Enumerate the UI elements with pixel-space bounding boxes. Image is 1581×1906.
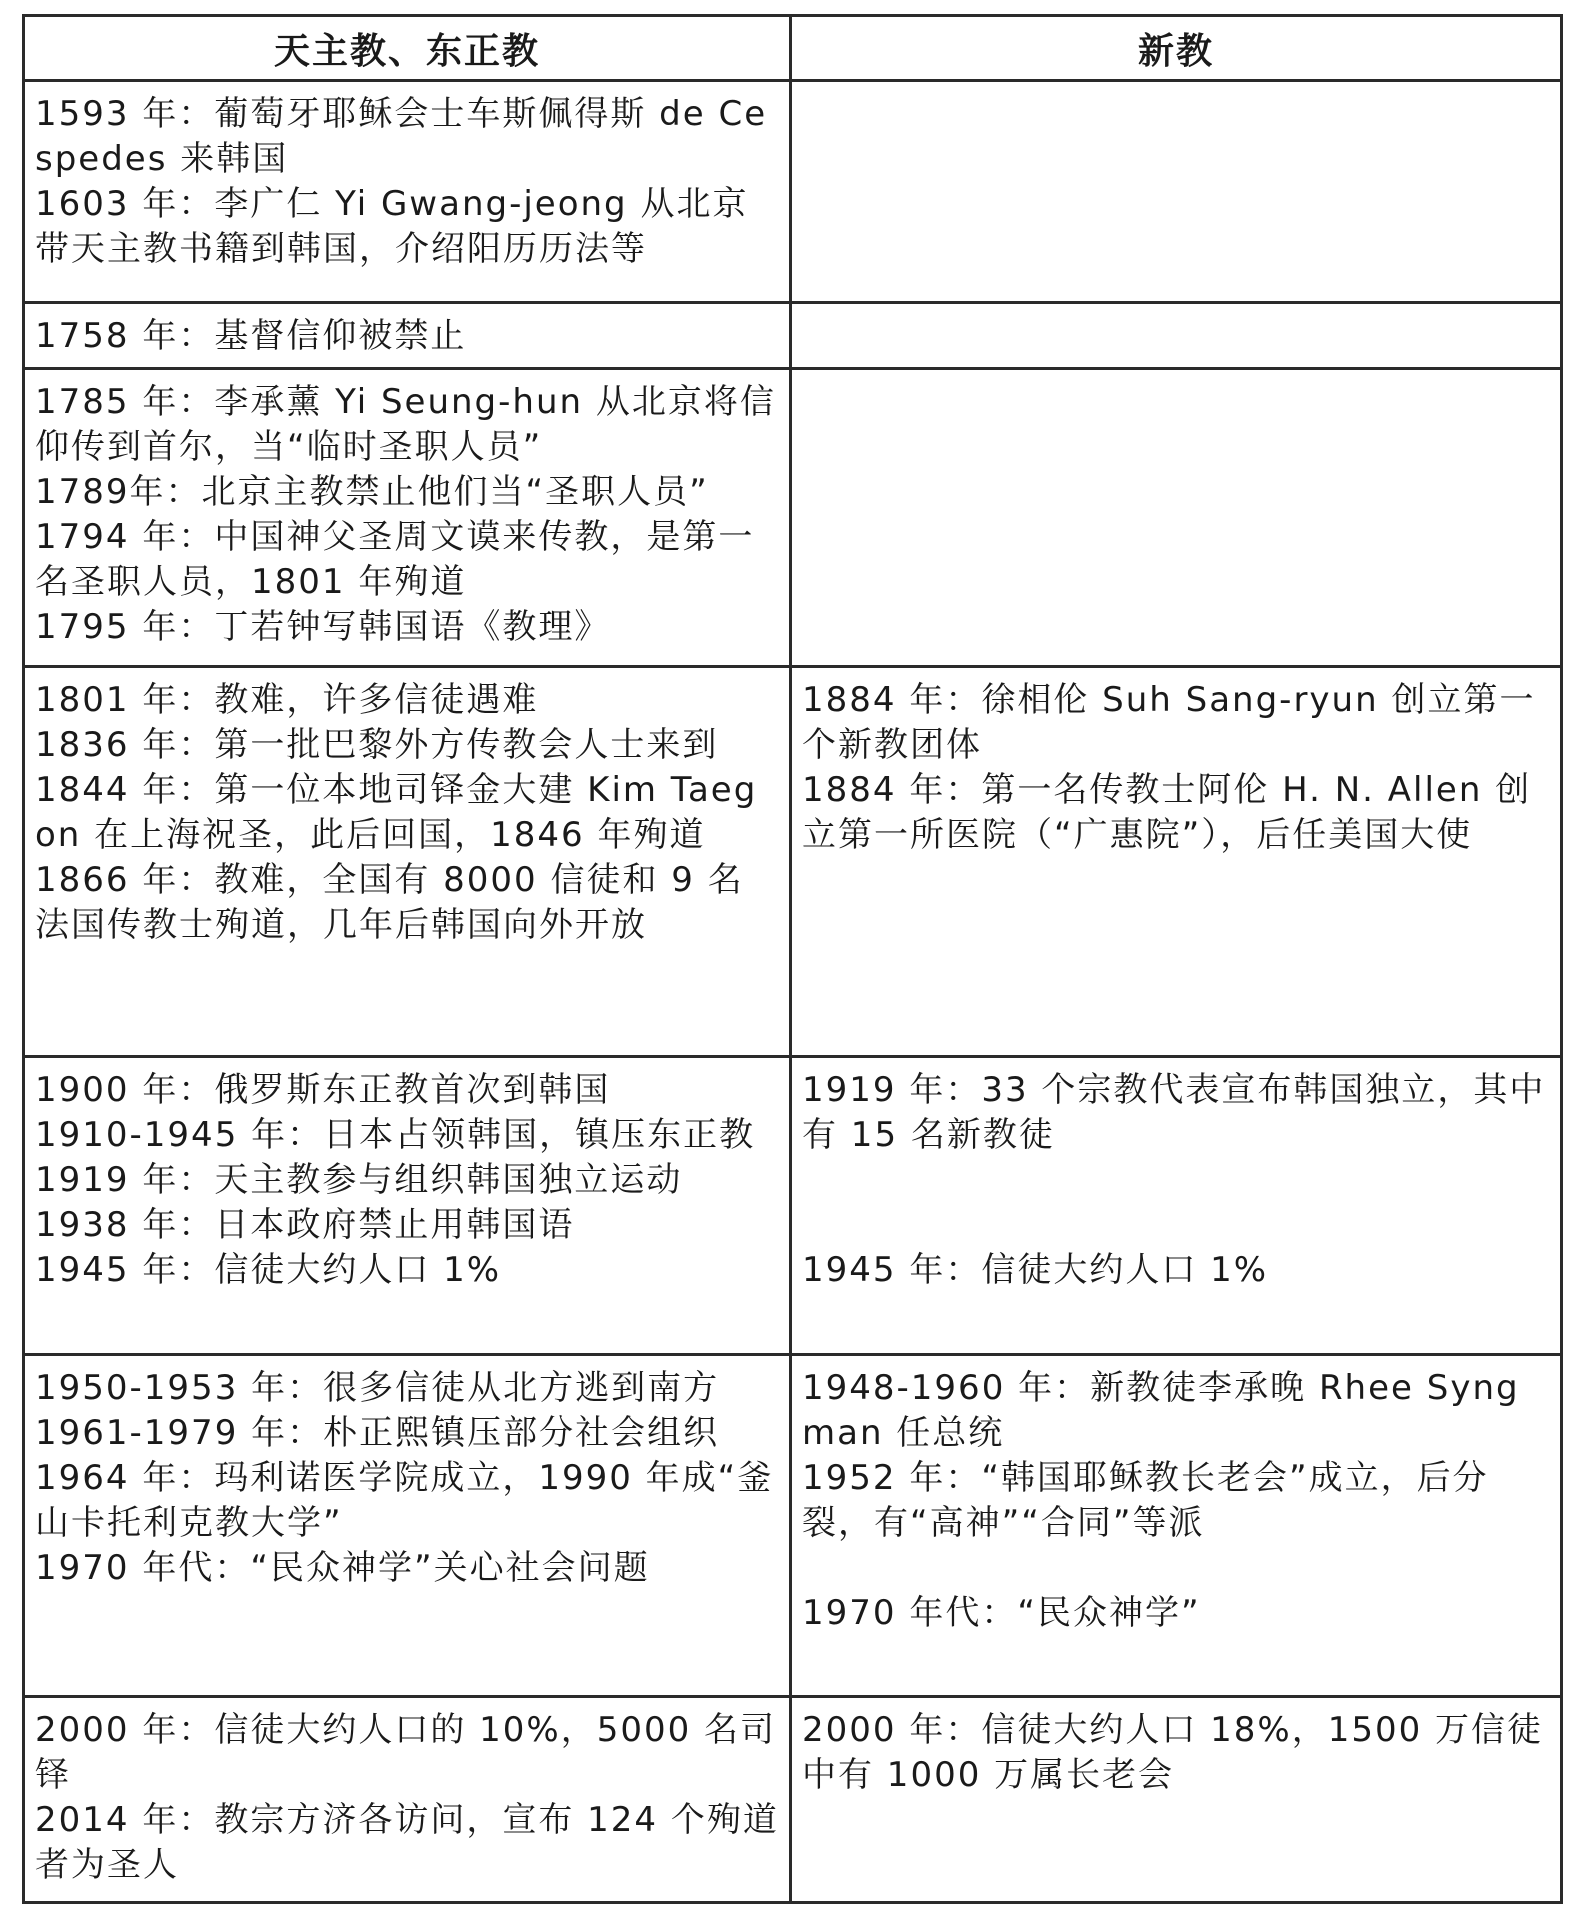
timeline-entry: 1945 年：信徒大约人口 1% <box>35 1250 502 1290</box>
timeline-entry: 1964 年：玛利诺医学院成立，1990 年成“釜山卡托利克教大学” <box>35 1458 774 1543</box>
timeline-entry: 1844 年：第一位本地司铎金大建 Kim Taegon 在上海祝圣，此后回国，1846 年殉道 <box>35 770 758 855</box>
cell-catholic-orthodox <box>24 1697 791 1903</box>
timeline-entry: 1836 年：第一批巴黎外方传教会人士来到 <box>35 725 719 765</box>
timeline-entry: 1884 年：第一名传教士阿伦 H. N. Allen 创立第一所医院（“广惠院”），后任美国大使 <box>802 770 1532 855</box>
cell-catholic-orthodox <box>24 1057 791 1355</box>
timeline-entry: 1758 年：基督信仰被禁止 <box>35 316 467 356</box>
timeline-entry: 1795 年：丁若钟写韩国语《教理》 <box>35 607 611 647</box>
timeline-entry: 1603 年：李广仁 Yi Gwang-jeong 从北京带天主教书籍到韩国，介绍阳历历法等 <box>35 184 749 269</box>
cell-catholic-orthodox <box>24 369 791 667</box>
timeline-entry: 2014 年：教宗方济各访问，宣布 124 个殉道者为圣人 <box>35 1800 779 1885</box>
table-row <box>24 303 1562 369</box>
timeline-entry: 1593 年：葡萄牙耶稣会士车斯佩得斯 de Cespedes 来韩国 <box>35 94 768 179</box>
table-row <box>24 369 1562 667</box>
timeline-entry: 1910-1945 年：日本占领韩国，镇压东正教 <box>35 1115 756 1155</box>
cell-protestant <box>791 369 1562 667</box>
column-header-protestant: 新教 <box>791 16 1562 81</box>
cell-catholic-orthodox <box>24 667 791 1057</box>
timeline-entry: 1950-1953 年：很多信徒从北方逃到南方 <box>35 1368 720 1408</box>
timeline-entry: 1785 年：李承薰 Yi Seung-hun 从北京将信仰传到首尔，当“临时圣职人员” <box>35 382 776 467</box>
timeline-entry: 1952 年：“韩国耶稣教长老会”成立，后分裂，有“高神”“合同”等派 <box>802 1458 1489 1543</box>
timeline-entry: 1789年：北京主教禁止他们当“圣职人员” <box>35 472 709 512</box>
timeline-entry: 1938 年：日本政府禁止用韩国语 <box>35 1205 575 1245</box>
timeline-entry: 1970 年代：“民众神学”关心社会问题 <box>35 1548 650 1588</box>
cell-catholic-orthodox <box>24 303 791 369</box>
cell-protestant <box>791 1697 1562 1903</box>
timeline-entry: 2000 年：信徒大约人口 18%，1500 万信徒中有 1000 万属长老会 <box>802 1710 1544 1795</box>
cell-protestant <box>791 1355 1562 1697</box>
cell-protestant <box>791 667 1562 1057</box>
timeline-entry: 1919 年：33 个宗教代表宣布韩国独立，其中有 15 名新教徒 <box>802 1070 1546 1155</box>
timeline-entry: 1948-1960 年：新教徒李承晚 Rhee Syngman 任总统 <box>802 1368 1520 1453</box>
timeline-entry: 1900 年：俄罗斯东正教首次到韩国 <box>35 1070 611 1110</box>
column-header-catholic-orthodox: 天主教、东正教 <box>24 16 791 81</box>
cell-catholic-orthodox <box>24 1355 791 1697</box>
cell-protestant <box>791 1057 1562 1355</box>
timeline-entry: 1794 年：中国神父圣周文谟来传教，是第一名圣职人员，1801 年殉道 <box>35 517 755 602</box>
table-row <box>24 1697 1562 1903</box>
timeline-entry: 1884 年：徐相伦 Suh Sang-ryun 创立第一个新教团体 <box>802 680 1536 765</box>
blank-line <box>802 1158 1550 1203</box>
timeline-entry: 1961-1979 年：朴正熙镇压部分社会组织 <box>35 1413 720 1453</box>
blank-line <box>802 1203 1550 1248</box>
timeline-entry: 2000 年：信徒大约人口的 10%，5000 名司铎 <box>35 1710 777 1795</box>
table-row <box>24 1355 1562 1697</box>
table-header-row <box>24 16 1562 81</box>
cell-protestant <box>791 81 1562 303</box>
table-row <box>24 81 1562 303</box>
blank-line <box>802 1546 1550 1591</box>
timeline-entry: 1970 年代：“民众神学” <box>802 1593 1201 1633</box>
timeline-entry: 1866 年：教难，全国有 8000 信徒和 9 名法国传教士殉道，几年后韩国向外开放 <box>35 860 744 945</box>
timeline-entry: 1801 年：教难，许多信徒遇难 <box>35 680 539 720</box>
timeline-entry: 1945 年：信徒大约人口 1% <box>802 1250 1269 1290</box>
cell-protestant <box>791 303 1562 369</box>
timeline-table <box>22 14 1563 1904</box>
cell-catholic-orthodox <box>24 81 791 303</box>
timeline-entry: 1919 年：天主教参与组织韩国独立运动 <box>35 1160 683 1200</box>
table-row <box>24 667 1562 1057</box>
table-row <box>24 1057 1562 1355</box>
